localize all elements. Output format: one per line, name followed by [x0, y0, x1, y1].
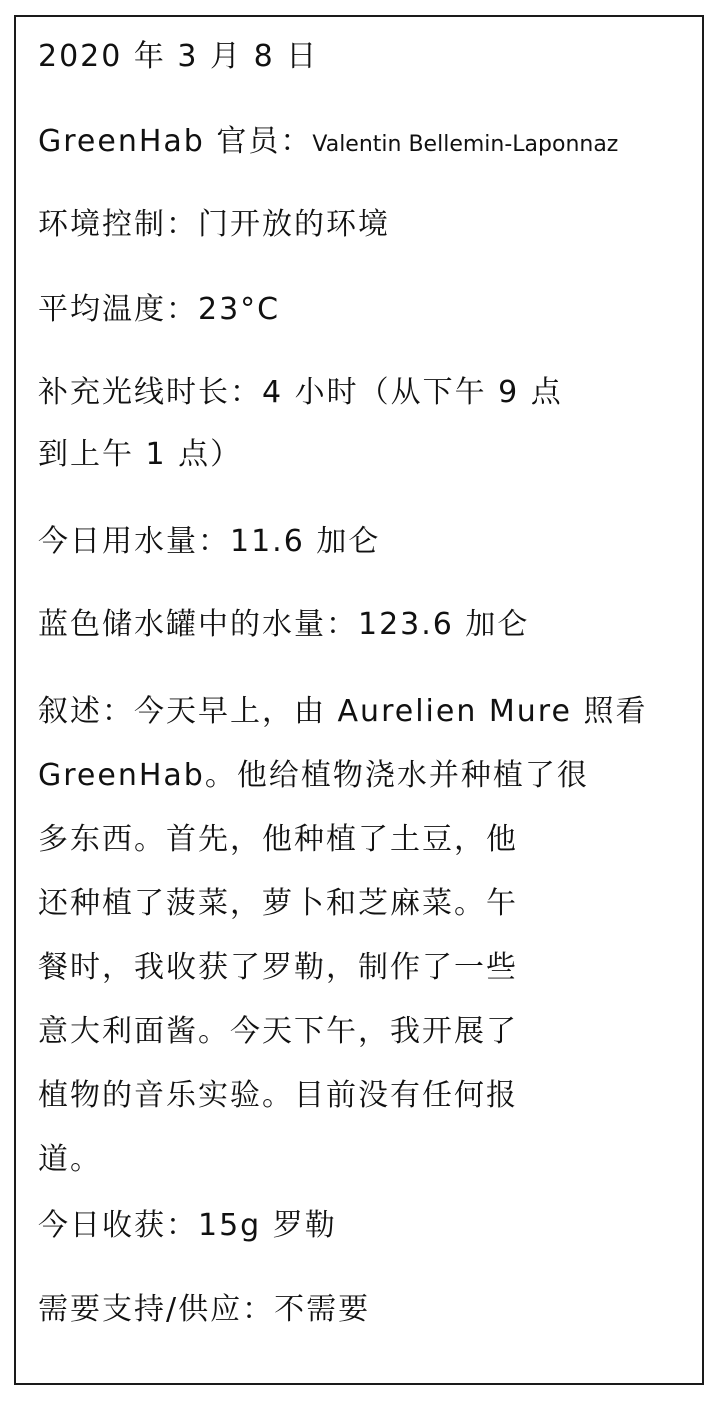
narrative-line: 还种植了菠菜，萝卜和芝麻菜。午 — [38, 886, 518, 921]
narrative-line: 餐时，我收获了罗勒，制作了一些 — [38, 950, 518, 985]
narrative-line: 道。 — [38, 1142, 102, 1177]
officer-label: GreenHab 官员： — [38, 124, 313, 159]
narrative — [38, 680, 678, 1192]
narrative-line: GreenHab。他给植物浇水并种植了很 — [38, 758, 589, 793]
harvest-today: 今日收获：15g 罗勒 — [38, 1208, 337, 1243]
supplemental-light-line-2: 到上午 1 点） — [38, 437, 243, 472]
supplemental-light-line-1: 补充光线时长：4 小时（从下午 9 点 — [38, 375, 563, 410]
average-temperature: 平均温度：23°C — [38, 292, 281, 327]
report-date: 2020 年 3 月 8 日 — [38, 39, 319, 74]
officer-name: Valentin Bellemin-Laponnaz — [312, 132, 619, 157]
support-needed: 需要支持/供应：不需要 — [38, 1292, 371, 1327]
environment-control: 环境控制：门开放的环境 — [38, 207, 390, 242]
narrative-line: 叙述：今天早上，由 Aurelien Mure 照看 — [38, 694, 648, 729]
narrative-line: 多东西。首先，他种植了土豆，他 — [38, 822, 518, 857]
narrative-line: 植物的音乐实验。目前没有任何报 — [38, 1078, 518, 1113]
water-used-today: 今日用水量：11.6 加仑 — [38, 524, 381, 559]
narrative-line: 意大利面酱。今天下午，我开展了 — [38, 1014, 518, 1049]
blue-tank-water: 蓝色储水罐中的水量：123.6 加仑 — [38, 607, 530, 642]
greenhab-officer — [38, 124, 681, 160]
